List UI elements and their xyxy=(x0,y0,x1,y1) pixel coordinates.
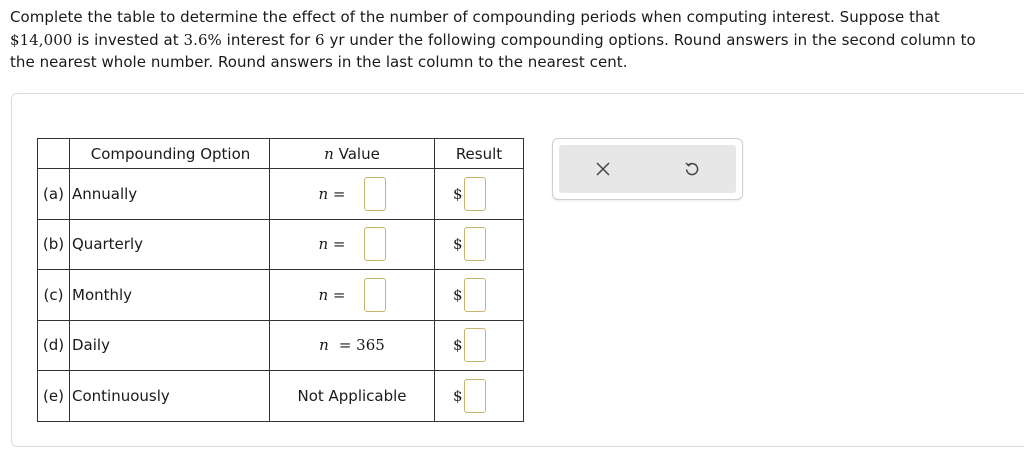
table-header-row xyxy=(38,139,524,169)
result-input[interactable] xyxy=(464,328,486,362)
n-value-wrap xyxy=(319,227,386,261)
compounding-option-label: Annually xyxy=(70,169,270,220)
dollar-sign: $ xyxy=(453,386,463,405)
result-wrap xyxy=(453,177,486,211)
compounding-table xyxy=(37,138,524,422)
header-result: Result xyxy=(435,139,524,169)
n-value-cell xyxy=(270,320,435,371)
undo-icon xyxy=(684,161,700,177)
n-value-input[interactable] xyxy=(364,278,386,312)
result-cell xyxy=(435,270,524,321)
prompt-text: is invested at xyxy=(72,30,184,49)
n-value-wrap xyxy=(319,177,386,211)
n-value-input[interactable] xyxy=(364,227,386,261)
n-equals-label: n = xyxy=(318,235,346,254)
result-input[interactable] xyxy=(464,177,486,211)
table-row xyxy=(38,169,524,220)
result-input[interactable] xyxy=(464,379,486,413)
years-value: 6 xyxy=(315,30,325,49)
close-icon xyxy=(596,162,610,176)
clear-button[interactable] xyxy=(585,151,621,187)
toolbar-buttons xyxy=(559,145,736,193)
header-blank xyxy=(38,139,70,169)
result-wrap xyxy=(453,328,486,362)
not-applicable-text: Not Applicable xyxy=(297,386,407,405)
result-cell xyxy=(435,169,524,220)
result-cell xyxy=(435,219,524,270)
prompt-line-1: Complete the table to determine the effect of the number of compounding periods when computing interest. Suppose that xyxy=(10,8,940,26)
answer-toolbar xyxy=(552,138,743,200)
result-cell xyxy=(435,371,524,422)
header-n-label: Value xyxy=(333,144,380,163)
table-row xyxy=(38,320,524,371)
principal-amount: $14,000 xyxy=(10,30,73,49)
n-value-text: = 365 xyxy=(338,336,385,355)
prompt-line-2 xyxy=(10,29,1015,52)
prompt-text: yr under the following compounding options. Round answers in the second column to xyxy=(324,30,976,49)
n-equals-label: n = xyxy=(318,184,346,203)
n-equals-label: n xyxy=(319,336,329,355)
row-letter: (e) xyxy=(38,371,70,422)
prompt-text: interest for xyxy=(221,30,316,49)
result-input[interactable] xyxy=(464,227,486,261)
n-value-cell xyxy=(270,371,435,422)
row-letter: (b) xyxy=(38,219,70,270)
result-input[interactable] xyxy=(464,278,486,312)
header-n-value xyxy=(270,139,435,169)
compounding-option-label: Daily xyxy=(70,320,270,371)
n-value-wrap xyxy=(319,278,386,312)
result-wrap xyxy=(453,379,486,413)
dollar-sign: $ xyxy=(453,235,463,254)
n-value-input[interactable] xyxy=(364,177,386,211)
compounding-option-label: Monthly xyxy=(70,270,270,321)
table-row xyxy=(38,371,524,422)
undo-button[interactable] xyxy=(674,151,710,187)
n-value-wrap xyxy=(319,336,385,354)
dollar-sign: $ xyxy=(453,285,463,304)
table-row xyxy=(38,270,524,321)
question-prompt xyxy=(10,6,1015,74)
n-value-cell xyxy=(270,270,435,321)
n-value-wrap xyxy=(297,387,406,405)
compounding-option-label: Continuously xyxy=(70,371,270,422)
n-value-cell xyxy=(270,219,435,270)
header-compounding-option: Compounding Option xyxy=(70,139,270,169)
dollar-sign: $ xyxy=(453,336,463,355)
result-wrap xyxy=(453,278,486,312)
row-letter: (d) xyxy=(38,320,70,371)
result-wrap xyxy=(453,227,486,261)
row-letter: (c) xyxy=(38,270,70,321)
compounding-option-label: Quarterly xyxy=(70,219,270,270)
prompt-line-3: the nearest whole number. Round answers in the last column to the nearest cent. xyxy=(10,53,628,71)
n-equals-label: n = xyxy=(318,285,346,304)
table-row xyxy=(38,219,524,270)
dollar-sign: $ xyxy=(453,184,463,203)
row-letter: (a) xyxy=(38,169,70,220)
n-variable: n xyxy=(324,144,334,163)
n-value-cell xyxy=(270,169,435,220)
interest-rate: 3.6% xyxy=(183,30,222,49)
result-cell xyxy=(435,320,524,371)
